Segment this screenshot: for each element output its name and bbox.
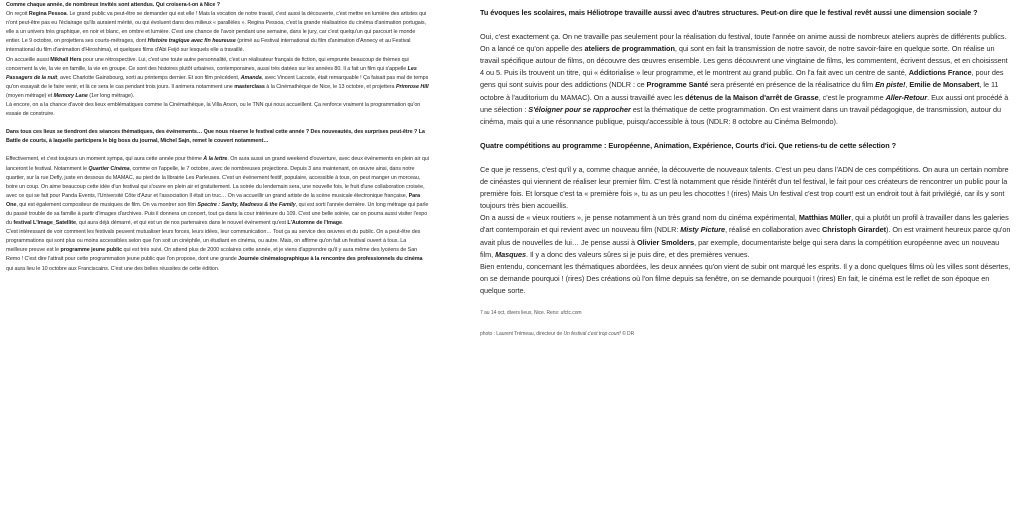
text-run: , pour des gens qui sont suivis pour des addictions (NDLR : ce <box>480 68 1004 90</box>
question-social: Tu évoques les scolaires, mais Héliotrope travaille aussi avec d'autres structures. Peut-on dire que le festival revêt aussi une dimension sociale ? <box>480 8 978 17</box>
text-run: pour une rétrospective. Lui, c'est une toute autre personnalité, c'est un réalisateur français de fiction, qui emprunte beaucoup de thèmes qui concernent la vie, la vie en famille, la vie en groupe. Ce sont des histoires plutôt urbaines, contemporaines, aussi très datées sur les années 80. Il a fait un film qui s'appelle <box>6 56 409 72</box>
bold-title: Memory Lane <box>53 92 88 99</box>
bold-name: Para One <box>6 192 421 208</box>
paragraph-regina-pessoa <box>6 10 429 55</box>
italic-title: Un festival c'est trop court! <box>563 330 621 337</box>
bold-title: À la lettre <box>203 156 228 163</box>
left-column <box>6 1 429 274</box>
spacer <box>6 146 429 155</box>
paragraph-venues: Là encore, on a la chance d'avoir des lieux emblématiques comme la Cinémathèque, la Villa Arson, ou le TNN qui nous accueillent. Ça renforce vraiment la programmation qu'on essaie de construire. <box>6 102 421 118</box>
text-run: Oui, c'est exactement ça. On ne travaille pas seulement pour la réalisation du festival, toute l'année on anime aussi de nombreux ateliers auprès de différents publics. On a lancé ce qu'on appelle des <box>480 32 1007 54</box>
text-run: , avec Charlotte Gainsbourg, sorti au printemps dernier. Et son film précédent, <box>57 74 241 81</box>
text-run: . Le grand public va peut-être se demander qui est elle ! Mais la vocation de notre travail, c'est aussi la découverte, c'est mettre en lumière des artistes qui n'ont peut-être pas eu l'éclairage qu'ils auraient mérité, ou qui évoluent dans des milieux « parallèles ». Regina Pessoa, c'est la grande réalisatrice du cinéma d'animation portugais, elle a un univers très graphique, en noir et blanc, en ombre et lumière. C'est une chance de l'avoir pendant une semaine, dans le jury, car c'est quelqu'un qui parcourt le monde entier. Le 9 octobre, on projettera ses courts-métrages, dont <box>6 11 427 45</box>
text-run: . Eux aussi ont procédé à une sélection : <box>480 92 1009 114</box>
question-competitions: Quatre compétitions au programme : Européenne, Animation, Expérience, Courts d'ici. Que retiens-tu de cette sélection ? <box>480 140 896 150</box>
bold-name: Addictions France <box>908 68 972 78</box>
text-run: qui est très suivi. On attend plus de 2000 scolaires cette année, et je viens d'apprendre qu'il y aura même des lycéens de San Remo ! C'est dire l'attrait pour cette programmation jeune public que l'on propose, dont une grande <box>6 247 418 263</box>
text-run: , qui est sorti l'année dernière. Un long métrage qui parle du passé trouble de sa famille à partir d'images d'archives. Puis il donnera un concert, tout ça dans la cour intérieure du 109. C'est une belle soirée, car on pourra aussi visiter l'expo du <box>6 201 429 227</box>
text-run: , qui a plutôt un profil à travailler dans les galeries d'art contemporain et qui revient avec un nouveau film (NDLR: <box>480 213 1009 235</box>
spacer <box>480 19 1013 31</box>
bold-title: Primrose Hill <box>395 83 429 90</box>
paragraph-themes: Bien entendu, concernant les thématiques abordées, les deux années qu'on vient de subir ont marqué les esprits. Il y a donc quelques films où les villes sont désertes, on se demande pourquoi ! (rires) Des créations où l'on filme depuis sa fenêtre, on se demande pourquoi ! (rires) En fait, le cinéma est le reflet de son époque en quelque sorte. <box>480 261 1011 295</box>
text-run: On accueille aussi <box>6 56 51 63</box>
paragraph-mikhail-hers <box>6 56 429 101</box>
bold-title: Misty Picture <box>680 225 726 235</box>
text-run: , qui aura déjà démarré, et qui est un de nos partenaires dans le nouvel événement qu'est <box>75 220 288 227</box>
text-run: qui aura lieu le 10 octobre aux Franciscains. C'est une des belles réussites de cette édition. <box>6 265 220 272</box>
paragraph-new-talents: Ce que je ressens, c'est qu'il y a, comme chaque année, la découverte de nouveaux talents. C'est un peu dans l'ADN de ces compétitions. On aura un certain nombre de cinéastes qui viennent de réaliser leur premier film. C'est là notamment que réside l'intérêt d'un tel festival, le fait pour ces créateurs de rencontrer un public pour la première fois. Et lorsque c'est ta « première fois », tu as un peu les chocottes ! (rires) Mais Un festival c'est trop court! est un endroit tout à fait privilégié, car ils y sont toujours très bien accueillis. <box>480 164 1009 211</box>
text-run: C'est intéressant de voir comment les festivals peuvent mutualiser leurs forces, leurs idées, leur communication… Tout ça au service des œuvres et du public. On a peut-être des programmations qui sont plus ou moins accessibles selon que l'on soit un cinéphile, un étudiant en cinéma, ou autre. Mais, on affirme qu'on fait un festival ouvert à tous. La meilleure preuve est le <box>6 229 421 254</box>
bold-title: Spectre : Sanity, Madness & the Family <box>197 201 296 208</box>
text-run: . <box>341 220 344 227</box>
paragraph-workshops <box>480 31 1013 128</box>
bold-title: Les Passagers de la nuit <box>6 65 417 81</box>
text-run: . On aura aussi un grand weekend d'ouverture, avec deux événements en plein air qui lanceront le festival. Notamment le <box>6 156 429 172</box>
text-run: , qui sont en fait la transmission de notre savoir, de notre savoir-faire en quelque sorte. On réalise un travail spécifique autour de films, on découvre des œuvres ensemble. Les gens découvrent une vingtaine de films, les commentent, écrivent dessus, et en choisissent 4 ou 5. Puis ils trouvent un titre, qui « éditorialise » leur programme, et le montrent au grand public. On l'a fait avec un centre de santé, <box>480 44 1008 78</box>
bold-title: En piste! <box>875 80 906 90</box>
text-run: , c'est le programme <box>818 92 886 102</box>
spacer <box>6 119 429 128</box>
bold-title: Amanda <box>240 74 262 81</box>
bold-title: S'éloigner pour se rapprocher <box>528 104 631 114</box>
bold-term: L'Automne de l'Image <box>287 220 342 227</box>
text-run: © DR <box>620 330 635 337</box>
bold-title: Aller-Retour <box>885 92 928 102</box>
bold-term: programme jeune public <box>60 247 123 254</box>
spacer <box>480 318 1013 330</box>
text-run: (1er long métrage). <box>87 92 135 99</box>
bold-term: masterclass <box>234 83 265 90</box>
text-run: On reçoit <box>6 11 29 18</box>
paragraph-veterans <box>480 212 1013 260</box>
bold-term: ateliers de programmation <box>584 44 675 54</box>
text-run: , par exemple, documentariste belge qui sera dans la compétition européenne avec un nouveau film, <box>480 237 1000 259</box>
bold-name: Matthias Müller <box>798 213 852 223</box>
text-run: (primé au Festival international du film d'animation d'Annecy et au Festival international du film d'animation d'Hiroshima), et quelques films d'Abi Feijó sur lesquels elle a travaillé. <box>6 38 411 54</box>
text-run: photo : Laurent Trémeau, directeur de <box>480 330 564 337</box>
bold-name: Mikhaïl Hers <box>50 56 82 63</box>
bold-name: Regina Pessoa <box>28 11 67 18</box>
paragraph-opening-weekend <box>6 155 429 228</box>
question-guests: Comme chaque année, de nombreux invités sont attendus. Qui croisera-t-on à Nice ? <box>6 2 221 8</box>
spacer <box>480 152 1013 164</box>
text-run: , le 11 octobre à l'auditorium du MAMAC). On a aussi travaillé avec les <box>480 80 999 102</box>
bold-title: Masques <box>495 249 526 259</box>
bold-title: Quartier Cinéma <box>88 165 130 172</box>
text-run: . Il y a donc des valeurs sûres si je puis dire, et des premières venues. <box>526 249 750 259</box>
event-info: 7 au 14 oct, divers lieux, Nice. Rens: ufctc.com <box>480 309 582 316</box>
bold-term: détenus de la Maison d'arrêt de Grasse <box>685 92 819 102</box>
question-events: Dans tous ces lieux se tiendront des séances thématiques, des événements… Que nous réserve le festival cette année ? Des nouveautés, des surprises peut-être ? La Battle de courts, à laquelle participera le big boss du journal, Michel Sajn, remet le couvert notamment… <box>6 129 425 145</box>
text-run: , qui est également compositeur de musiques de film. On va montrer son film <box>16 201 198 208</box>
bold-name: Christoph Girardet <box>822 225 886 235</box>
bold-name: Emilie de Monsabert <box>909 80 980 90</box>
spacer <box>480 128 1013 140</box>
photo-credit <box>480 330 1013 339</box>
text-run: (moyen métrage) et <box>6 92 54 99</box>
text-run: Effectivement, et c'est toujours un moment sympa, qui aura cette année pour thème <box>6 156 204 163</box>
paragraph-public <box>6 228 429 273</box>
text-run: , <box>905 80 910 90</box>
text-run: , réalisé en collaboration avec <box>725 225 823 235</box>
bold-term: festival L'Image_Satellite <box>13 220 76 227</box>
text-run: On a aussi de « vieux routiers », je pense notamment à un très grand nom du cinéma expérimental, <box>480 213 799 223</box>
spacer <box>480 297 1013 309</box>
text-run: , comme on l'appelle, le 7 octobre, avec de nombreuses projections. Depuis 3 ans maintenant, on œuvre ainsi, dans notre quartier, sur la rue Defly, juste en dessous du MAMAC, au pied de la librairie Les Parleuses. C'est un événement festif, populaire, accessible à tous, on peut manger un morceau, boire un coup. On aime beaucoup cette idée d'un festival qui s'ouvre en plein air et gratuitement. La soirée du lendemain sera, une nouvelle fois, le fruit d'une collaboration croisée, avec ce qui se fait pour Panda Events, l'Université Côte d'Azur et l'association Il était un truc… On va accueillir un grand artiste de la scène musicale électronique française, <box>6 165 425 199</box>
right-column <box>480 7 1013 339</box>
text-run: sera présenté en présence de la réalisatrice du film <box>708 80 876 90</box>
text-run: , avec Vincent Lacoste, était remarquable ! Ça faisait pas mal de temps qu'on essayait de le faire venir, et là ce sera le cas pendant trois jours. Il animera notamment une <box>6 74 429 90</box>
bold-title: Histoire tragique avec fin heureuse <box>147 38 236 45</box>
text-run: ). On est vraiment heureux parce qu'on avait plus de nouvelles de lui… Je pense aussi à <box>480 225 1011 247</box>
bold-term: Journée cinématographique à la rencontre des professionnels du cinéma <box>238 256 423 263</box>
text-run: à la Cinémathèque de Nice, le 13 octobre, et projettera <box>264 83 396 90</box>
bold-term: Programme Santé <box>646 80 709 90</box>
text-run: est la thématique de cette programmation. On est vraiment dans un travail pédagogique, de transmission, autour du cinéma, mais qui a une résonnance publique, puisqu'accessible à tous (NDLR: 8 octobre au Cinéma Belmondo). <box>480 104 1002 126</box>
bold-name: Olivier Smolders <box>636 237 695 247</box>
